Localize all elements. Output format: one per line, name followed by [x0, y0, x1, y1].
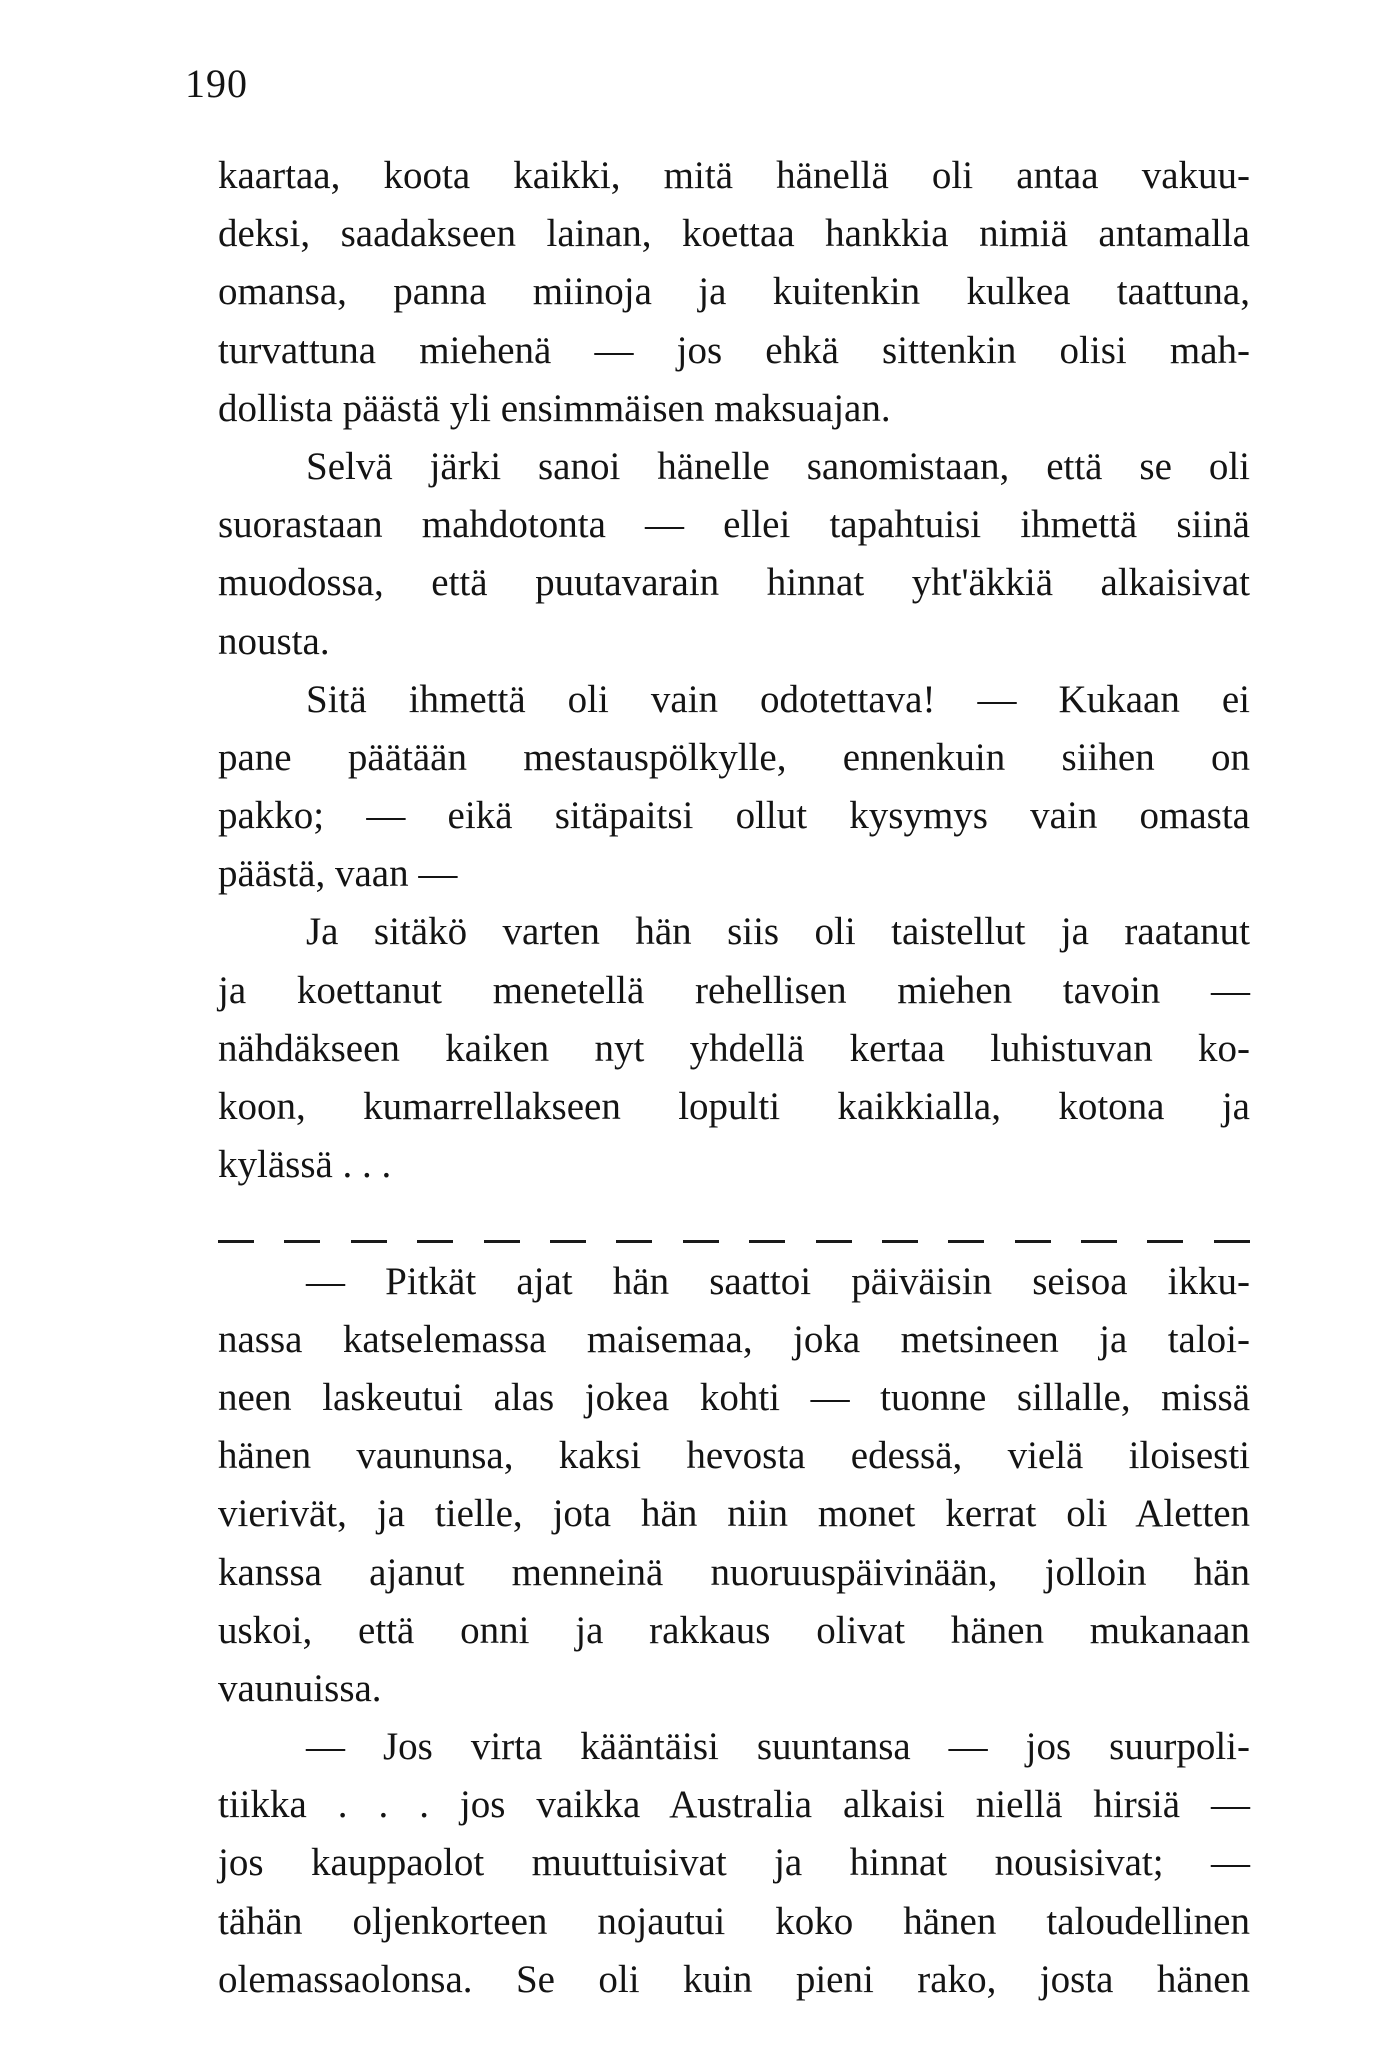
- text-line: Ja sitäkö varten hän siis oli taistellut ja raatanut: [306, 910, 1250, 954]
- separator-dash: [816, 1240, 852, 1243]
- text-line: kaartaa, koota kaikki, mitä hänellä oli antaa vakuu-: [218, 154, 1250, 197]
- page-number: 190: [185, 61, 248, 106]
- separator-dash: [1081, 1240, 1117, 1243]
- text-line: hänen vaununsa, kaksi hevosta edessä, vielä iloisesti: [218, 1434, 1250, 1478]
- separator-dash: [616, 1240, 652, 1243]
- separator-dash: [1214, 1240, 1250, 1243]
- text-line: vierivät, ja tielle, jota hän niin monet kerrat oli Aletten: [218, 1492, 1250, 1536]
- text-line: ja koettanut menetellä rehellisen miehen tavoin —: [218, 968, 1250, 1012]
- separator-dash: [1015, 1240, 1051, 1243]
- text-line: koon, kumarrellakseen lopulti kaikkialla, kotona ja: [218, 1085, 1250, 1128]
- text-line: tiikka . . . jos vaikka Australia alkaisi niellä hirsiä —: [218, 1783, 1250, 1827]
- text-line: suorastaan mahdotonta — ellei tapahtuisi ihmettä siinä: [218, 503, 1250, 547]
- text-line: nousta.: [218, 619, 330, 663]
- separator-dash: [550, 1240, 586, 1243]
- separator-dash: [218, 1240, 254, 1243]
- text-line: turvattuna miehenä — jos ehkä sittenkin olisi mah-: [218, 328, 1250, 372]
- separator-dash: [351, 1240, 387, 1243]
- text-line: tähän oljenkorteen nojautui koko hänen taloudellinen: [218, 1899, 1250, 1943]
- text-line: — Jos virta kääntäisi suuntansa — jos suurpoli-: [306, 1725, 1250, 1769]
- separator-dash: [749, 1240, 785, 1243]
- text-line: nähdäkseen kaiken nyt yhdellä kertaa luhistuvan ko-: [218, 1026, 1250, 1070]
- section-separator: [218, 1194, 1250, 1252]
- text-line: Sitä ihmettä oli vain odotettava! — Kukaan ei: [306, 677, 1250, 721]
- text-line: kanssa ajanut menneinä nuoruuspäivinään, jolloin hän: [218, 1550, 1250, 1594]
- text-line: kylässä . . .: [218, 1143, 392, 1187]
- text-line: — Pitkät ajat hän saattoi päiväisin seisoa ikku-: [306, 1259, 1250, 1303]
- separator-dash: [484, 1240, 520, 1243]
- text-line: neen laskeutui alas jokea kohti — tuonne sillalle, missä: [218, 1375, 1250, 1419]
- separator-dash: [683, 1240, 719, 1243]
- separator-dash: [882, 1240, 918, 1243]
- text-line: uskoi, että onni ja rakkaus olivat hänen mukanaan: [218, 1608, 1250, 1652]
- text-line: jos kauppaolot muuttuisivat ja hinnat nousisivat; —: [218, 1841, 1250, 1885]
- text-line: nassa katselemassa maisemaa, joka metsineen ja taloi-: [218, 1317, 1250, 1361]
- text-line: pane päätään mestauspölkylle, ennenkuin siihen on: [218, 735, 1250, 779]
- text-line: muodossa, että puutavarain hinnat yht'äkkiä alkaisivat: [218, 561, 1250, 605]
- text-line: deksi, saadakseen lainan, koettaa hankkia nimiä antamalla: [218, 212, 1250, 256]
- separator-dash: [284, 1240, 320, 1243]
- text-line: omansa, panna miinoja ja kuitenkin kulkea taattuna,: [218, 270, 1250, 314]
- separator-dash: [1147, 1240, 1183, 1243]
- body-text: [218, 147, 1250, 2009]
- separator-dash: [948, 1240, 984, 1243]
- text-line: olemassaolonsa. Se oli kuin pieni rako, josta hänen: [218, 1957, 1250, 2001]
- text-line: vaunuissa.: [218, 1666, 382, 1710]
- text-line: päästä, vaan —: [218, 852, 458, 896]
- separator-dash: [417, 1240, 453, 1243]
- text-line: Selvä järki sanoi hänelle sanomistaan, että se oli: [306, 444, 1250, 488]
- text-line: pakko; — eikä sitäpaitsi ollut kysymys vain omasta: [218, 794, 1250, 838]
- text-line: dollista päästä yli ensimmäisen maksuajan.: [218, 386, 891, 430]
